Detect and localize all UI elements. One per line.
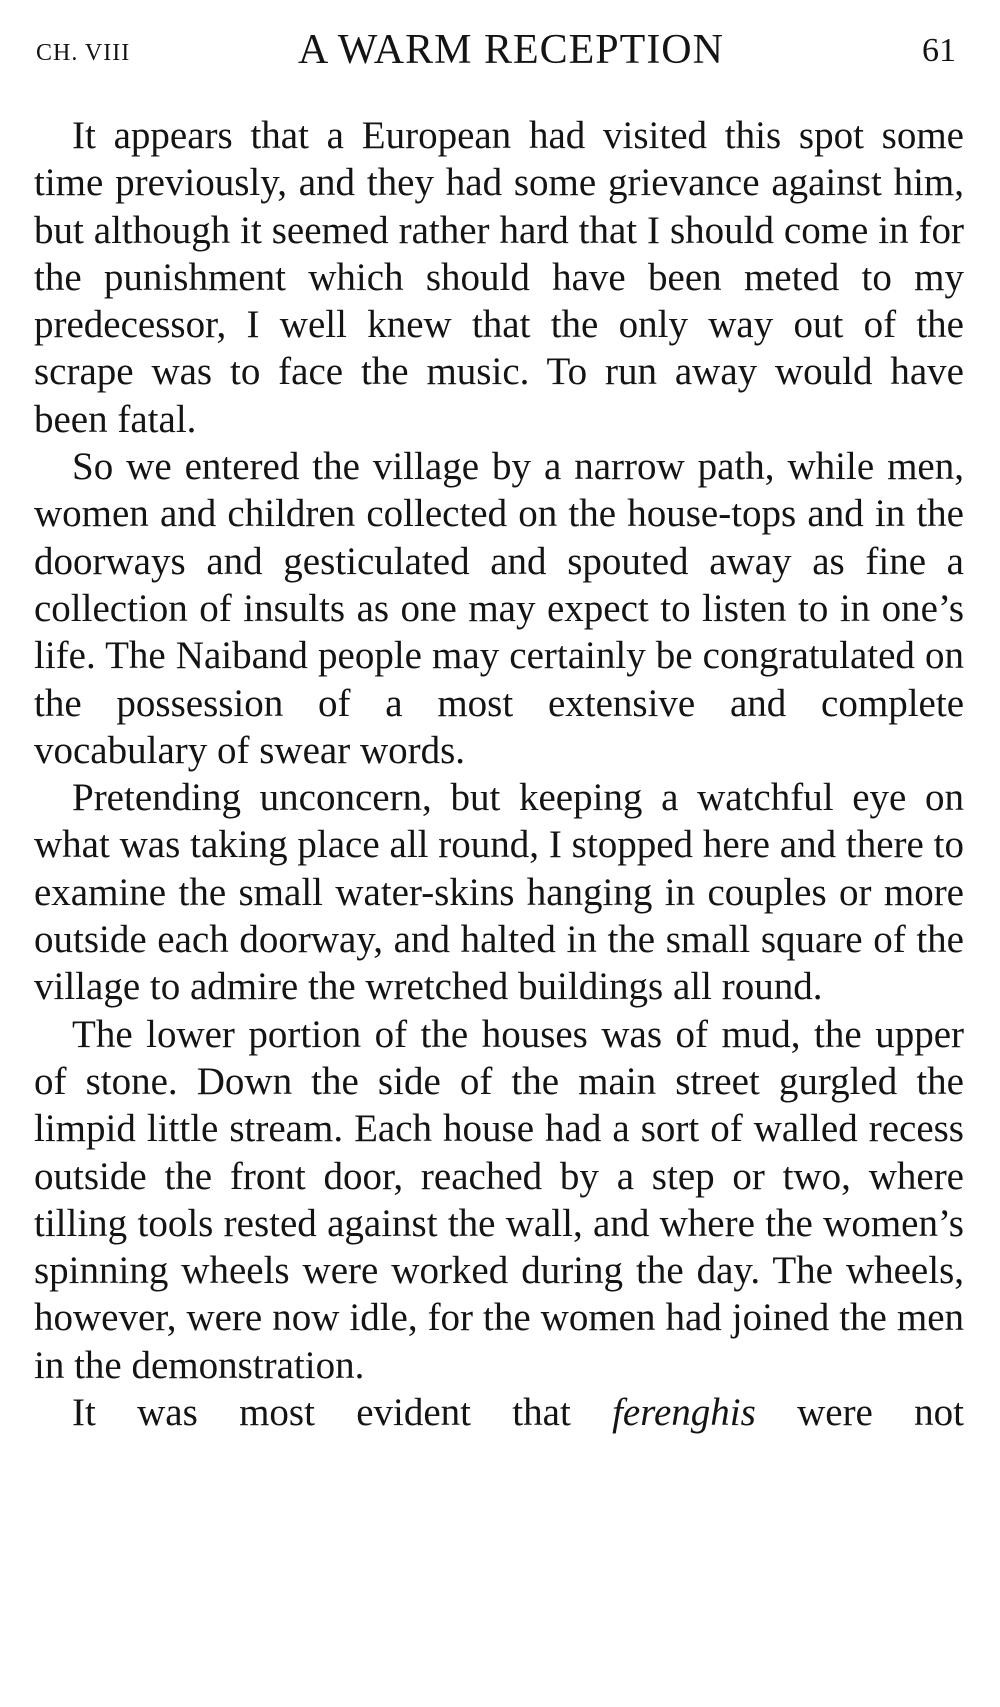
paragraph-4: The lower portion of the houses was of mud, the upper of stone. Down the side of the main street gurgled the limpid little stream. Each house had a sort of walled recess outside the front door, reached by a step or two, where tilling tools rested against the wall, and where the women’s spinning wheels were worked during the day. The wheels, however, were now idle, for the women had joined the men in the demonstration. (34, 1012, 964, 1387)
paragraph-1: It appears that a European had visited this spot some time previously, and they had some grievance against him, but although it seemed rather hard that I should come in for the punishment which should have been meted to my predecessor, I well knew that the only way out of the scrape was to face the music. To run away would have been fatal. (34, 114, 964, 441)
page-number: 61 (922, 32, 956, 69)
running-header (36, 22, 956, 82)
paragraph-3: Pretending unconcern, but keeping a watchful eye on what was taking place all round, I stopped here and there to examine the small water-skins hanging in couples or more outside each doorway, and halted in the small square of the village to admire the wretched buildings all round. (34, 776, 964, 1009)
body-text (34, 112, 964, 1436)
paragraph-5 (34, 1389, 964, 1436)
italic-word: ferenghis (612, 1391, 756, 1435)
page-title: A WARM RECEPTION (298, 27, 724, 73)
paragraph-2: So we entered the village by a narrow path, while men, women and children collected on the house-tops and in the doorways and gesticulated and spouted away as fine a collection of insults as one may expect to listen to in one’s life. The Naiband people may certainly be congratulated on the possession of a most extensive and complete vocabulary of swear words. (34, 445, 964, 772)
chapter-label: CH. VIII (36, 40, 131, 66)
paragraph-5-end: were not (755, 1391, 964, 1435)
paragraph-5-start: It was most evident that (72, 1391, 613, 1435)
